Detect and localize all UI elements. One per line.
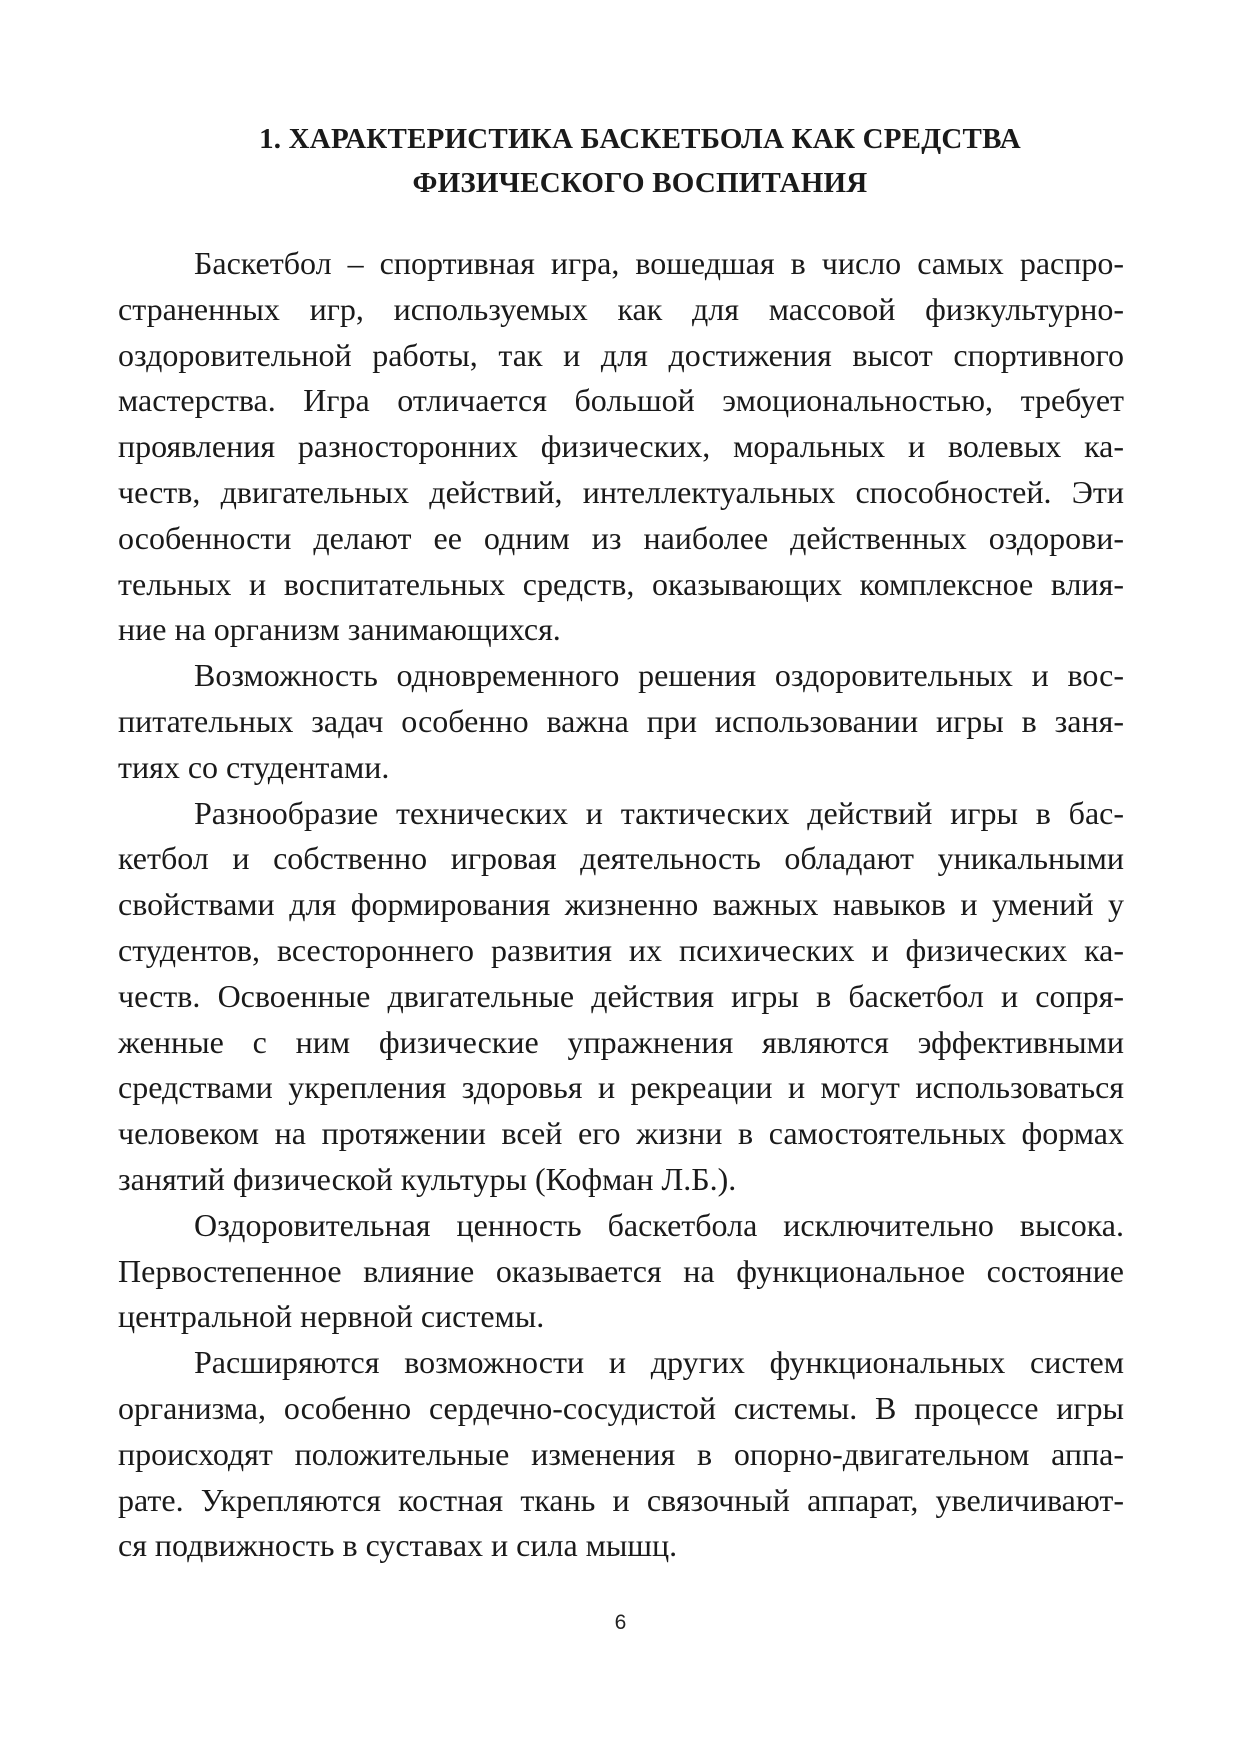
paragraph <box>118 1203 1124 1340</box>
page-number: 6 <box>614 1611 627 1634</box>
text-line: кетбол и собственно игровая деятельность обладают уникальными <box>118 840 1124 877</box>
text-line: особенности делают ее одним из наиболее действенных оздорови- <box>118 519 1124 556</box>
text-line: Возможность одновременного решения оздоровительных и вос- <box>194 657 1124 694</box>
paragraph <box>118 241 1124 653</box>
text-line: организма, особенно сердечно-сосудистой системы. В процессе игры <box>118 1389 1124 1426</box>
section-heading-line-1: 1. ХАРАКТЕРИСТИКА БАСКЕТБОЛА КАК СРЕДСТВА <box>259 123 1021 155</box>
section-heading <box>200 117 1080 205</box>
text-line: рате. Укрепляются костная ткань и связочный аппарат, увеличивают- <box>118 1481 1124 1518</box>
text-line: Баскетбол – спортивная игра, вошедшая в число самых распро- <box>194 245 1124 281</box>
paragraph <box>118 653 1124 790</box>
text-line: тиях со студентами. <box>118 748 390 785</box>
text-line: свойствами для формирования жизненно важных навыков и умений у <box>118 886 1124 923</box>
text-line: тельных и воспитательных средств, оказывающих комплексное влия- <box>118 565 1124 602</box>
text-line: студентов, всестороннего развития их психических и физических ка- <box>118 931 1124 968</box>
text-line: честв. Освоенные двигательные действия игры в баскетбол и сопря- <box>118 977 1124 1014</box>
paragraph <box>118 791 1124 1203</box>
paragraph <box>118 1340 1124 1569</box>
text-line: проявления разносторонних физических, моральных и волевых ка- <box>118 428 1124 465</box>
text-line: женные с ним физические упражнения являются эффективными <box>118 1023 1124 1060</box>
text-line: страненных игр, используемых как для массовой физкультурно- <box>118 290 1124 327</box>
text-line: Расширяются возможности и других функциональных систем <box>194 1344 1124 1381</box>
text-line: честв, двигательных действий, интеллектуальных способностей. Эти <box>118 473 1124 510</box>
text-line: человеком на протяжении всей его жизни в самостоятельных формах <box>118 1115 1124 1152</box>
body-text <box>118 241 1124 1569</box>
text-line: Разнообразие технических и тактических действий игры в бас- <box>194 794 1124 831</box>
text-line: Оздоровительная ценность баскетбола исключительно высока. <box>194 1206 1124 1243</box>
text-line: ние на организм занимающихся. <box>118 611 561 648</box>
text-line: ся подвижность в суставах и сила мышц. <box>118 1527 678 1564</box>
text-line: Первостепенное влияние оказывается на функциональное состояние <box>118 1252 1124 1289</box>
text-line: средствами укрепления здоровья и рекреации и могут использоваться <box>118 1069 1124 1106</box>
text-line: питательных задач особенно важна при использовании игры в заня- <box>118 702 1124 739</box>
text-line: мастерства. Игра отличается большой эмоциональностью, требует <box>118 382 1124 419</box>
text-line: занятий физической культуры (Кофман Л.Б.). <box>118 1160 737 1197</box>
text-line: происходят положительные изменения в опорно-двигательном аппа- <box>118 1435 1124 1472</box>
text-line: оздоровительной работы, так и для достижения высот спортивного <box>118 336 1124 373</box>
section-heading-line-2: ФИЗИЧЕСКОГО ВОСПИТАНИЯ <box>412 167 868 199</box>
text-line: центральной нервной системы. <box>118 1298 545 1335</box>
